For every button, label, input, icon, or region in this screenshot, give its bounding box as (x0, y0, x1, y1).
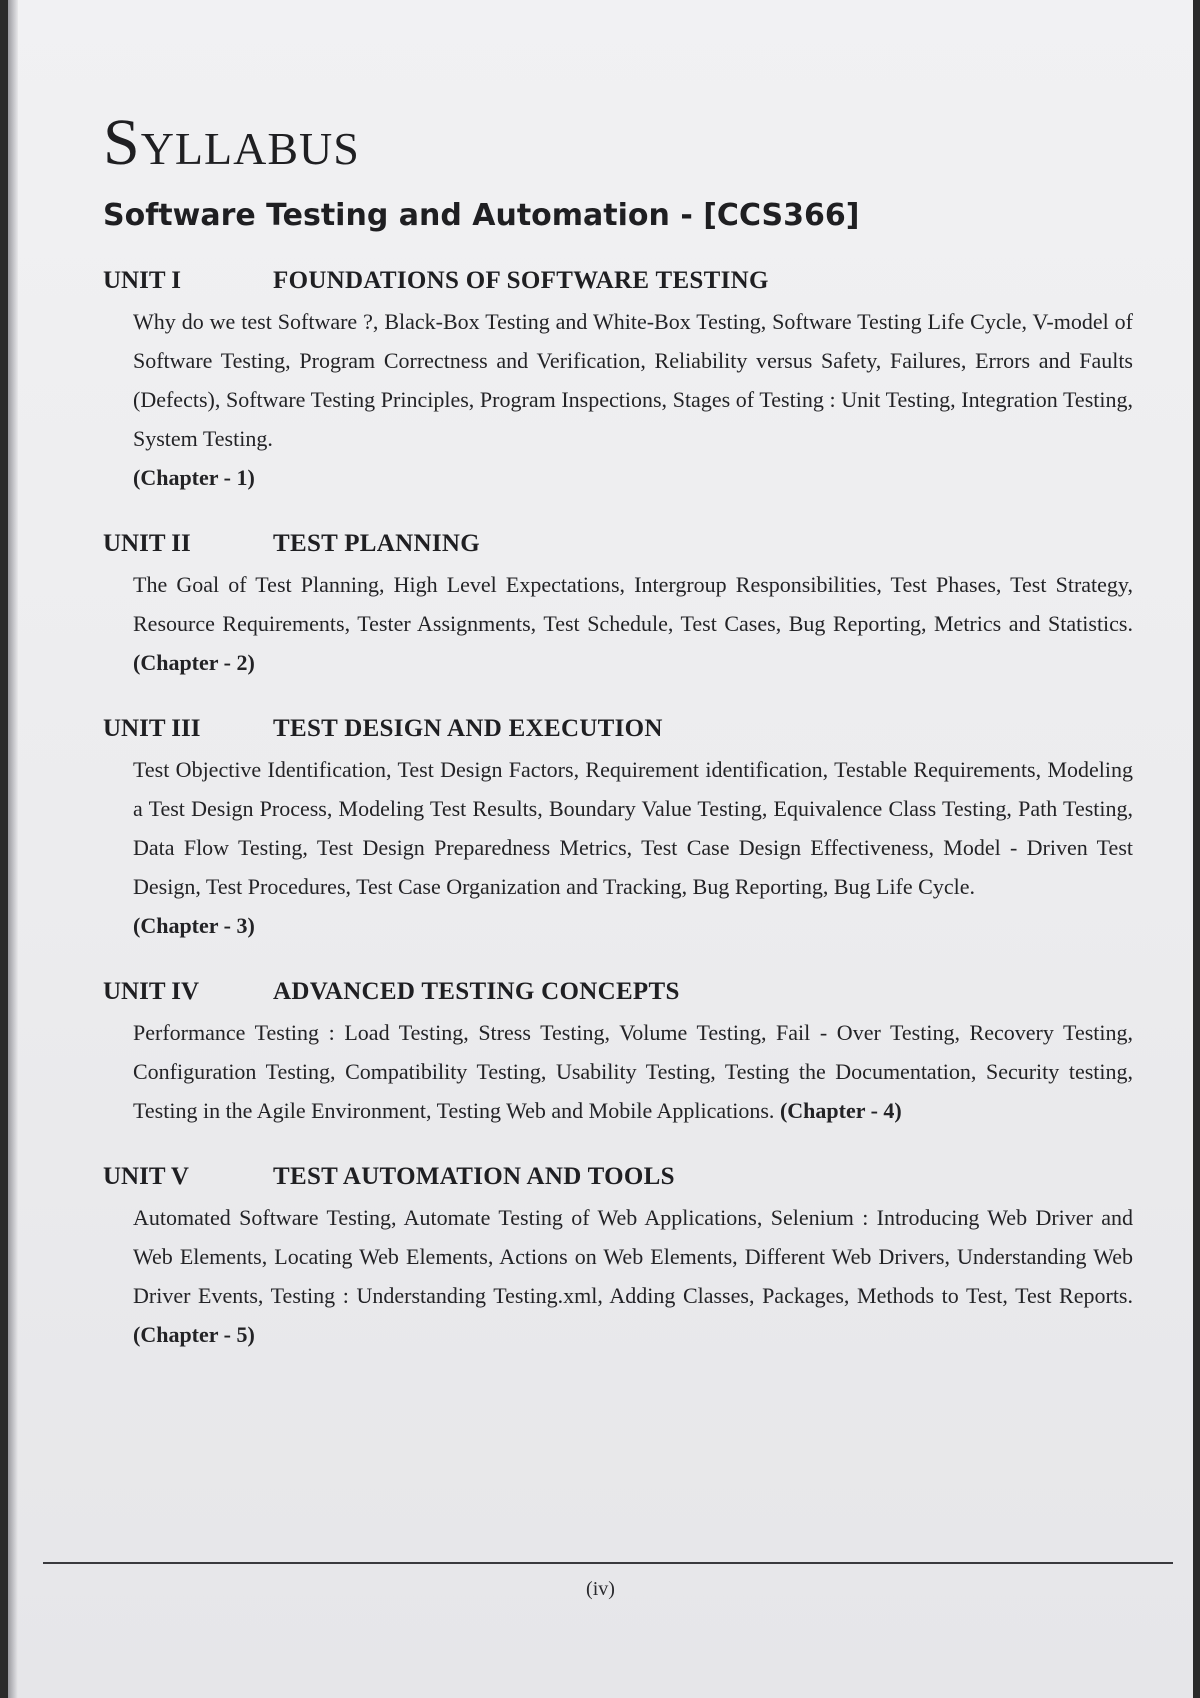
unit-number: UNIT IV (103, 978, 200, 1005)
unit-number: UNIT I (103, 267, 182, 294)
page-title-text: Syllabus (103, 106, 360, 179)
unit-heading (103, 977, 1133, 1007)
unit-heading (103, 529, 1133, 559)
course-title: Software Testing and Automation - [CCS366] (103, 198, 860, 233)
unit-topics: Performance Testing : Load Testing, Stress Testing, Volume Testing, Fail - Over Testing, Recovery Testing, Configuration Testing, Compatibility Testing, Usability Testing, Testing the Documentation, Security testing, Testing in the Agile Environment, Testing Web and Mobile Applications. (133, 1020, 1133, 1123)
page-edge-shadow (8, 0, 18, 1698)
unit-heading (103, 266, 1133, 296)
document-page (8, 0, 1193, 1698)
unit-topics: Test Objective Identification, Test Design Factors, Requirement identification, Testable Requirements, Modeling a Test Design Process, Modeling Test Results, Boundary Value Testing, Equivalence Class Testing, Path Testing, Data Flow Testing, Test Design Preparedness Metrics, Test Case Design Effectiveness, Model - Driven Test Design, Test Procedures, Test Case Organization and Tracking, Bug Reporting, Bug Life Cycle. (133, 757, 1133, 899)
unit-description (133, 750, 1133, 945)
chapter-reference: (Chapter - 2) (133, 650, 255, 675)
unit-number: UNIT II (103, 530, 191, 557)
unit-3 (103, 714, 1133, 945)
page-title (103, 106, 1133, 179)
unit-heading (103, 1162, 1133, 1192)
unit-title: TEST PLANNING (273, 530, 480, 557)
unit-topics: Automated Software Testing, Automate Testing of Web Applications, Selenium : Introducing Web Driver and Web Elements, Locating Web Elements, Actions on Web Elements, Different Web Drivers, Understanding Web Driver Events, Testing : Understanding Testing.xml, Adding Classes, Packages, Methods to Test, Test Reports. (133, 1205, 1133, 1308)
syllabus-content (103, 106, 1133, 1354)
unit-description (133, 302, 1133, 497)
unit-description (133, 1198, 1133, 1354)
unit-number: UNIT III (103, 715, 201, 742)
unit-topics: The Goal of Test Planning, High Level Expectations, Intergroup Responsibilities, Test Phases, Test Strategy, Resource Requirements, Tester Assignments, Test Schedule, Test Cases, Bug Reporting, Metrics and Statistics. (133, 572, 1133, 636)
chapter-reference: (Chapter - 4) (779, 1098, 902, 1123)
unit-heading (103, 714, 1133, 744)
unit-description (133, 565, 1133, 682)
chapter-reference: (Chapter - 1) (133, 465, 255, 490)
unit-4 (103, 977, 1133, 1130)
chapter-reference: (Chapter - 3) (133, 913, 255, 938)
unit-1 (103, 266, 1133, 497)
unit-title: TEST AUTOMATION AND TOOLS (273, 1163, 675, 1190)
page-number: (iv) (586, 1578, 615, 1600)
unit-5 (103, 1162, 1133, 1354)
unit-description (133, 1013, 1133, 1130)
unit-title: ADVANCED TESTING CONCEPTS (273, 978, 680, 1005)
chapter-reference: (Chapter - 5) (133, 1322, 255, 1347)
unit-number: UNIT V (103, 1163, 189, 1190)
unit-title: FOUNDATIONS OF SOFTWARE TESTING (273, 267, 769, 294)
unit-title: TEST DESIGN AND EXECUTION (273, 715, 663, 742)
unit-topics: Why do we test Software ?, Black-Box Testing and White-Box Testing, Software Testing Life Cycle, V-model of Software Testing, Program Correctness and Verification, Reliability versus Safety, Failures, Errors and Faults (Defects), Software Testing Principles, Program Inspections, Stages of Testing : Unit Testing, Integration Testing, System Testing. (133, 309, 1133, 451)
unit-2 (103, 529, 1133, 682)
footer-divider (43, 1562, 1173, 1564)
